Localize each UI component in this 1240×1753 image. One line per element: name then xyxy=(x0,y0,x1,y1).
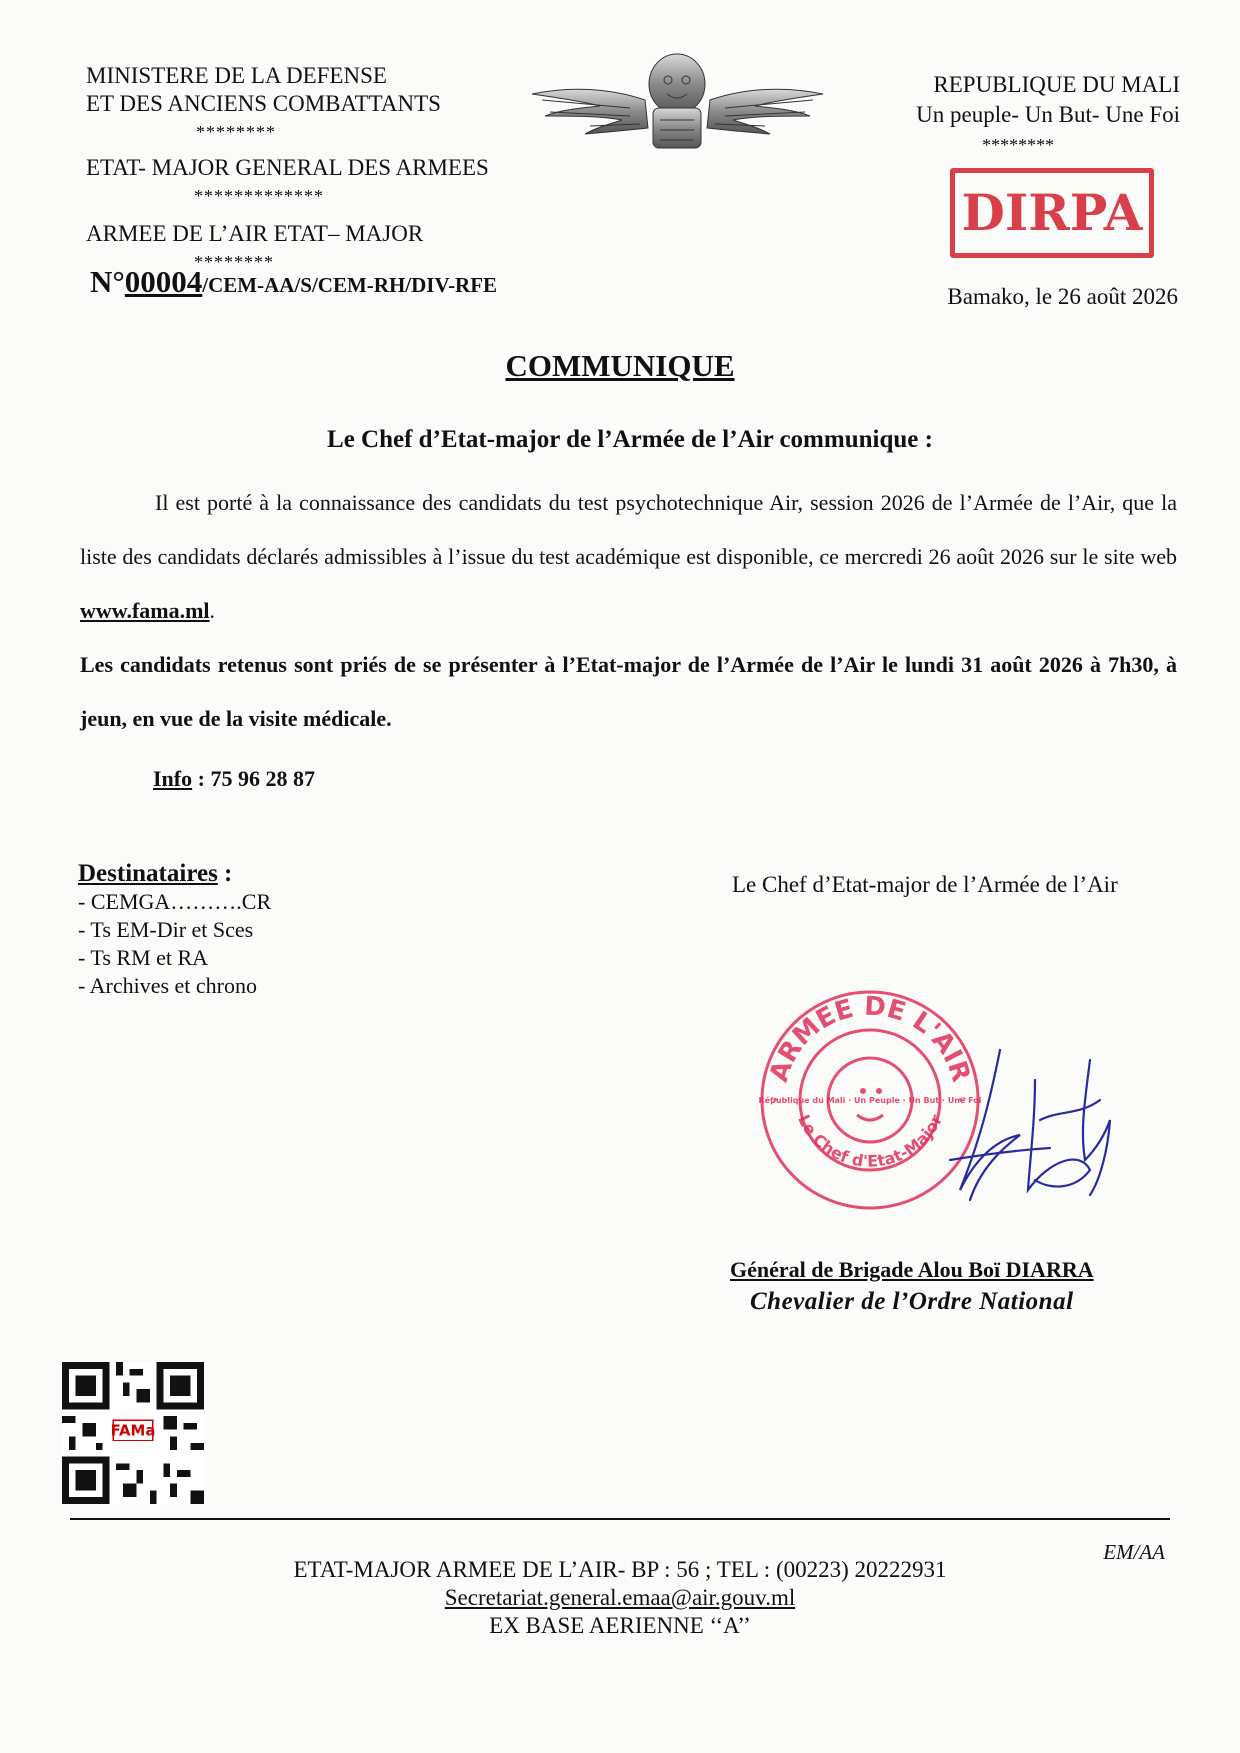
qr-code[interactable] xyxy=(62,1362,204,1504)
national-motto: Un peuple- Un But- Une Foi xyxy=(916,102,1180,127)
document-subtitle: Le Chef d’Etat-major de l’Armée de l’Air communique : xyxy=(327,426,933,453)
info-label: Info xyxy=(153,766,193,791)
website-link[interactable]: www.fama.ml xyxy=(80,598,210,623)
separator-stars: ************* xyxy=(194,186,324,206)
separator-stars: ******** xyxy=(194,252,274,272)
reference-digits: 00004 xyxy=(124,264,203,299)
footer-code: EM/AA xyxy=(1103,1540,1165,1564)
footer-address-line: ETAT-MAJOR ARMEE DE L’AIR- BP : 56 ; TEL : (00223) 20222931 xyxy=(293,1557,947,1582)
recipients-heading: Destinataires : xyxy=(78,860,233,887)
footer-email-link[interactable]: Secretariat.general.emaa@air.gouv.ml xyxy=(444,1585,796,1610)
country-name: REPUBLIQUE DU MALI xyxy=(933,72,1180,97)
footer-address xyxy=(0,1556,1240,1640)
document-date: Bamako, le 26 août 2026 xyxy=(947,284,1178,309)
separator-stars: ******** xyxy=(982,135,1055,155)
recipient-item: - Archives et chrono xyxy=(78,973,257,998)
recipient-item: - CEMGA……….CR xyxy=(78,889,272,914)
recipient-item: - Ts RM et RA xyxy=(78,945,209,970)
document-title: COMMUNIQUE xyxy=(505,348,735,383)
signatory-name: Général de Brigade Alou Boï DIARRA xyxy=(730,1257,1094,1282)
dirpa-stamp: DIRPA xyxy=(950,168,1154,258)
general-staff-line: ETAT- MAJOR GENERAL DES ARMEES xyxy=(86,155,489,180)
info-phone: : 75 96 28 87 xyxy=(192,766,315,791)
handwritten-signature xyxy=(940,1040,1120,1210)
ministry-header xyxy=(86,62,489,276)
air-force-wings-emblem xyxy=(530,50,825,160)
recipient-item: - Ts EM-Dir et Sces xyxy=(78,917,254,942)
signatory-role: Le Chef d’Etat-major de l’Armée de l’Air xyxy=(732,872,1118,897)
ministry-line-1: MINISTERE DE LA DEFENSE xyxy=(86,63,387,88)
air-force-staff-line: ARMEE DE L’AIR ETAT– MAJOR xyxy=(86,221,424,246)
convocation-paragraph: Les candidats retenus sont priés de se présenter à l’Etat-major de l’Armée de l’Air le lundi 31 août 2026 à 7h30, à jeun, en vue de la visite médicale. xyxy=(80,652,1177,731)
info-line xyxy=(153,766,315,792)
qr-logo-label: FAMa xyxy=(110,1421,156,1440)
reference-number xyxy=(90,264,497,300)
svg-text:ARMEE DE L'AIR: ARMEE DE L'AIR xyxy=(764,991,976,1086)
svg-text:République du Mali · Un Peuple: République du Mali · Un Peuple · Un But · Une Foi xyxy=(758,1096,982,1105)
reference-prefix: N° xyxy=(90,264,125,299)
announcement-period: . xyxy=(209,598,216,623)
announcement-text: Il est porté à la connaissance des candidats du test psychotechnique Air, session 2026 de l’Armée de l’Air, que la liste des candidats déclarés admissibles à l’issue du test académique est disponible, ce mercredi 26 août 2026 sur le site web xyxy=(80,490,1177,569)
republic-header xyxy=(916,70,1180,160)
announcement-paragraph xyxy=(80,476,1177,638)
separator-stars: ******** xyxy=(196,122,276,142)
reference-suffix: /CEM-AA/S/CEM-RH/DIV-RFE xyxy=(202,273,498,297)
ministry-line-2: ET DES ANCIENS COMBATTANTS xyxy=(86,91,441,116)
signatory-distinction: Chevalier de l’Ordre National xyxy=(750,1288,1074,1315)
footer-divider xyxy=(70,1518,1170,1520)
recipients-block xyxy=(78,860,271,1000)
svg-text:Le Chef d'Etat-Major: Le Chef d'Etat-Major xyxy=(794,1111,946,1171)
footer-base-line: EX BASE AERIENNE ‘‘A’’ xyxy=(489,1613,751,1638)
